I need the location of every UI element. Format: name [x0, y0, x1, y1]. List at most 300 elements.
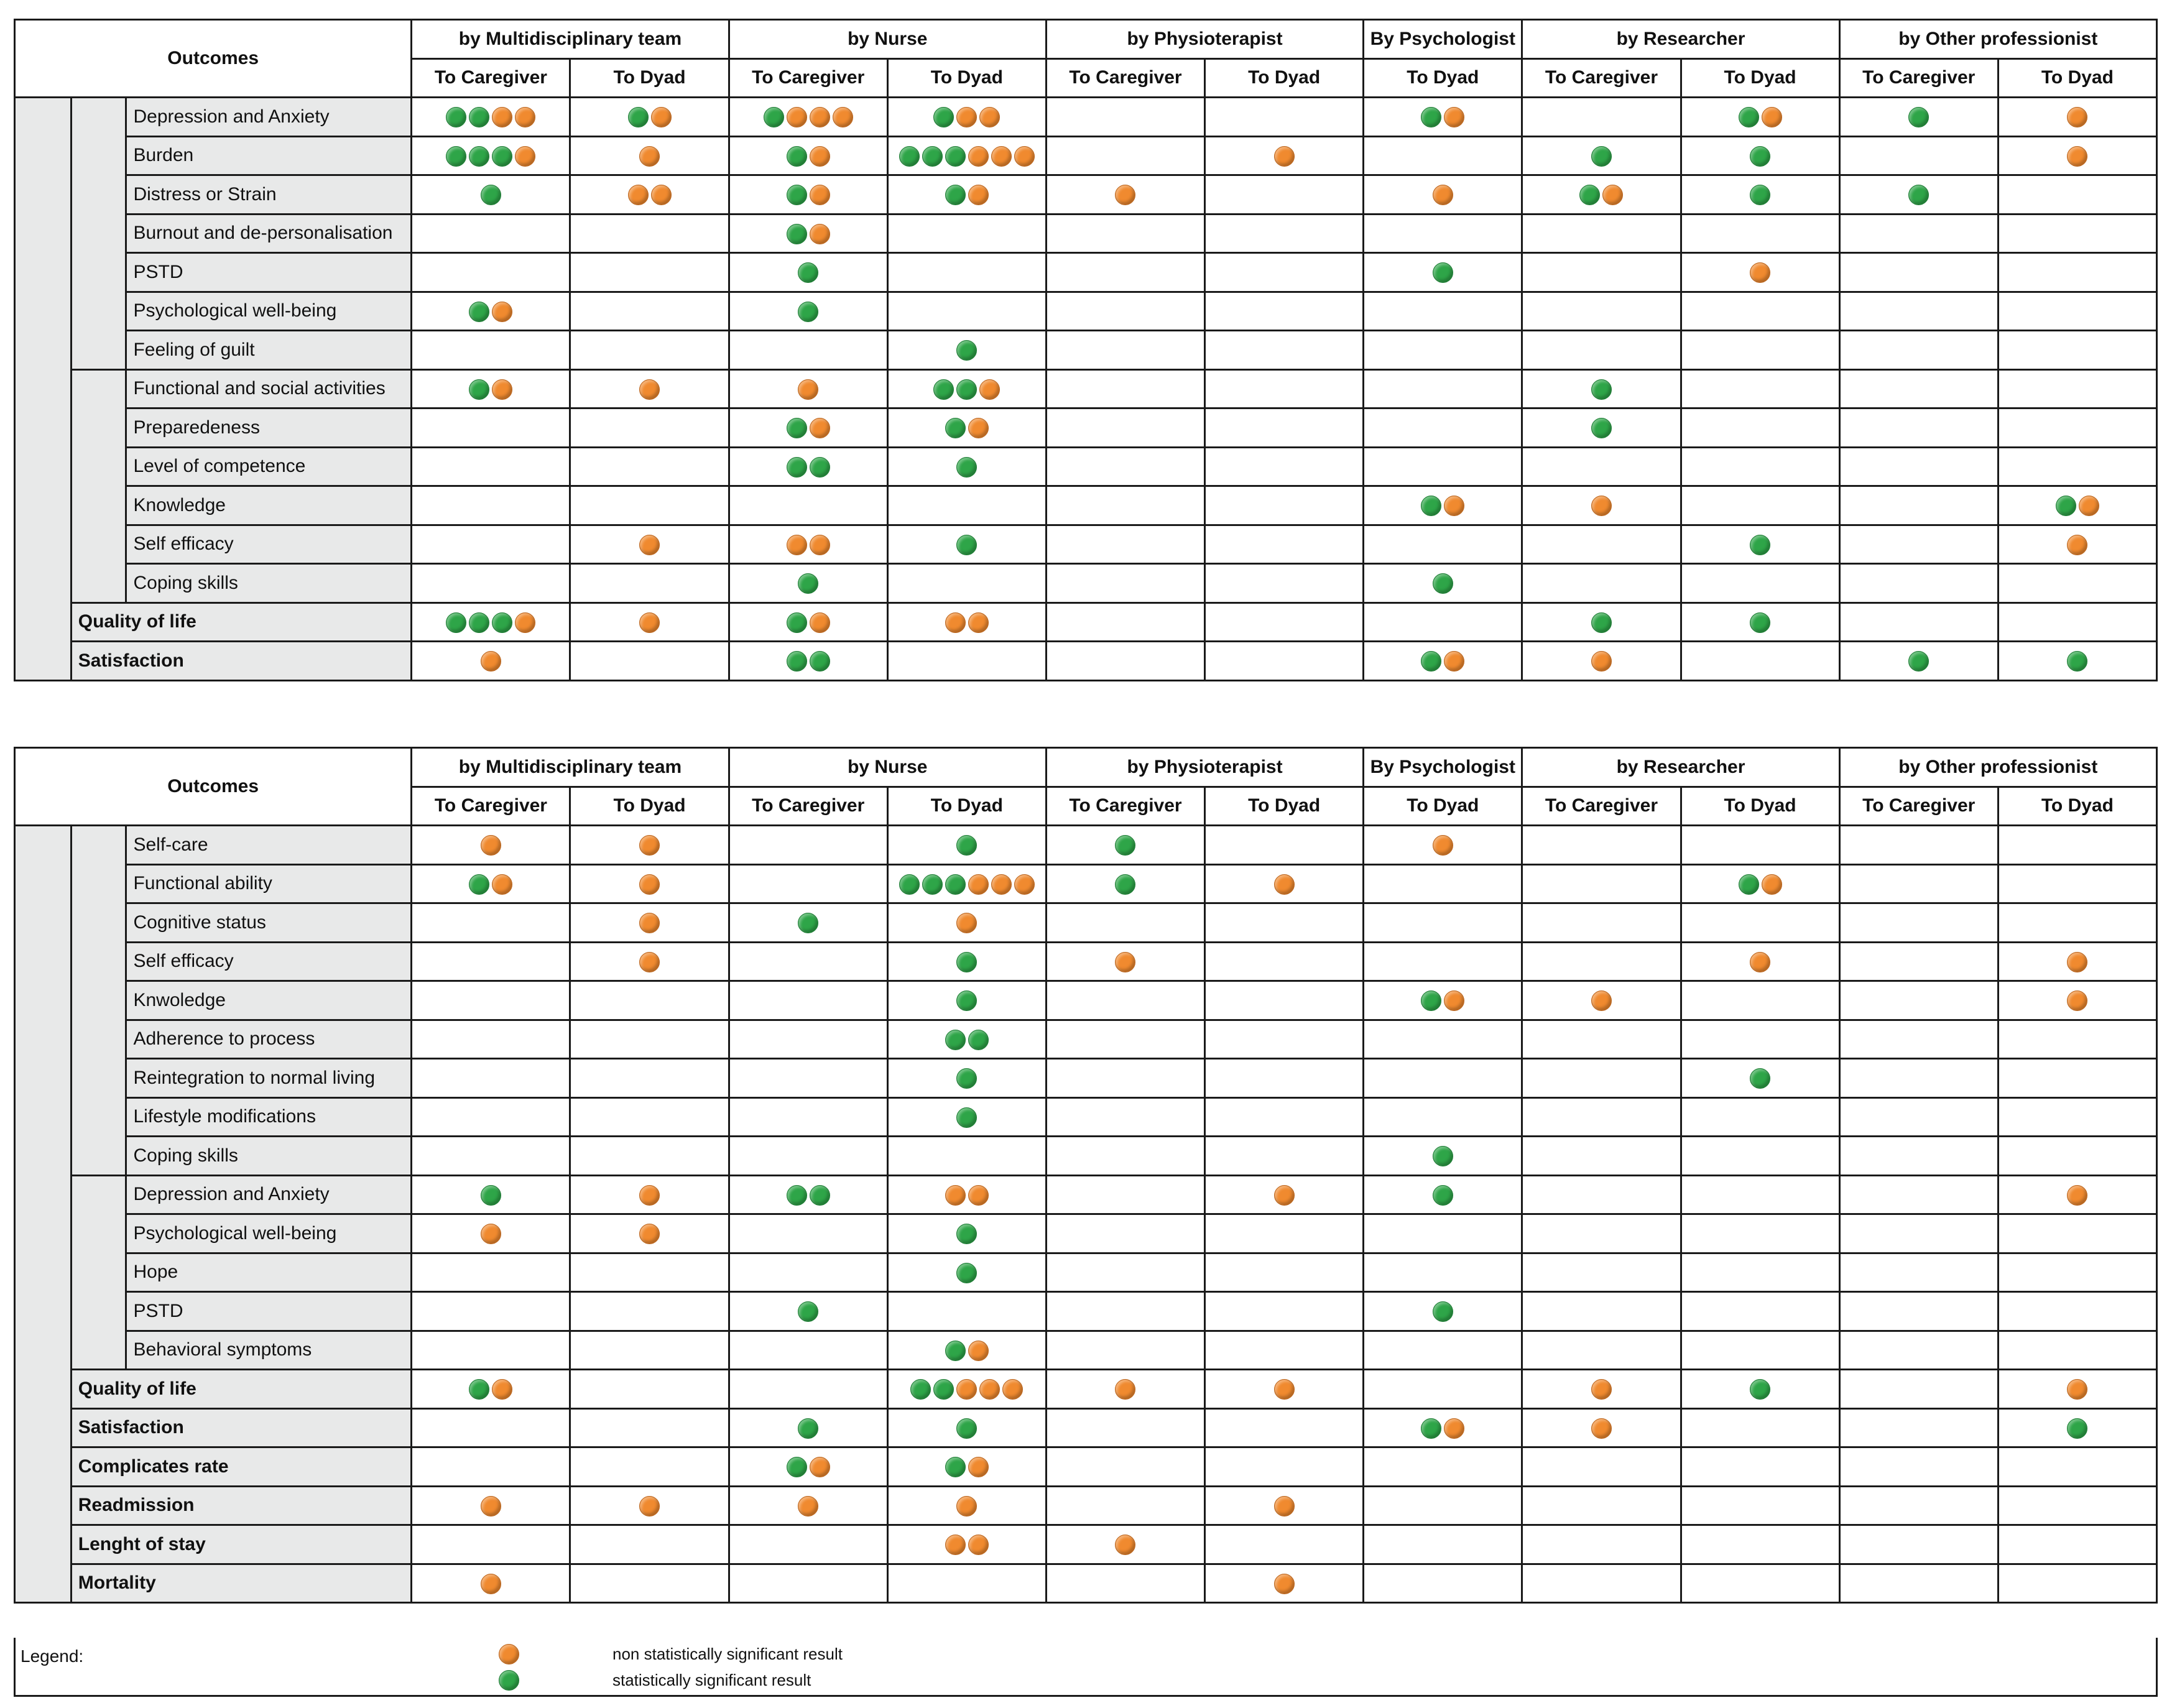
- non-significant-result-dot-icon: [810, 107, 830, 127]
- significant-result-dot-icon: [469, 302, 489, 322]
- result-cell: [1046, 1486, 1204, 1525]
- result-cell: [1839, 369, 1998, 409]
- non-significant-result-dot-icon: [968, 1341, 989, 1361]
- non-significant-result-dot-icon: [515, 612, 535, 633]
- result-cell: [1839, 981, 1998, 1020]
- non-significant-result-dot-icon: [1433, 835, 1453, 856]
- significant-result-dot-icon: [956, 835, 977, 856]
- result-cell: [887, 214, 1046, 253]
- result-cell: [887, 826, 1046, 865]
- result-cell: [1839, 864, 1998, 903]
- result-cell: [570, 1214, 729, 1253]
- result-cell: [887, 1486, 1046, 1525]
- result-cell: [1998, 486, 2156, 525]
- significant-result-dot-icon: [933, 379, 954, 400]
- result-cell: [1364, 1331, 1522, 1370]
- result-cell: [1364, 642, 1522, 681]
- result-cell: [412, 1214, 570, 1253]
- result-cell: [412, 292, 570, 331]
- outcome-label: Burden: [126, 136, 412, 175]
- result-cell: [1681, 292, 1839, 331]
- non-significant-result-dot-icon: [1762, 874, 1782, 895]
- result-cell: [887, 942, 1046, 981]
- outcome-label: Quality of life: [71, 602, 412, 642]
- result-cell: [729, 1137, 887, 1176]
- recipient-header: To Caregiver: [1839, 787, 1998, 826]
- outcome-label: Preparedeness: [126, 409, 412, 448]
- legend-item-non-significant: [497, 1644, 843, 1664]
- non-significant-result-dot-icon: [810, 612, 830, 633]
- result-cell: [1205, 525, 1364, 564]
- result-cell: [1839, 1214, 1998, 1253]
- result-cell: [1998, 1408, 2156, 1447]
- table-row: [15, 826, 2157, 865]
- result-cell: [570, 1331, 729, 1370]
- result-cell: [1522, 1175, 1681, 1214]
- result-cell: [570, 826, 729, 865]
- non-significant-result-dot-icon: [798, 1496, 818, 1516]
- table-row: [15, 214, 2157, 253]
- header-row-groups: [15, 748, 2157, 787]
- result-cell: [1522, 409, 1681, 448]
- non-significant-result-dot-icon: [979, 107, 1000, 127]
- result-cell: [412, 1525, 570, 1564]
- table-row: [15, 1486, 2157, 1525]
- table-row: [15, 1097, 2157, 1137]
- table-row: [15, 136, 2157, 175]
- non-significant-result-dot-icon: [810, 535, 830, 555]
- result-cell: [1205, 331, 1364, 370]
- result-cell: [570, 447, 729, 486]
- result-cell: [1839, 447, 1998, 486]
- significant-result-dot-icon: [492, 146, 512, 167]
- non-significant-result-dot-icon: [956, 1379, 977, 1400]
- result-cell: [1839, 602, 1998, 642]
- significant-result-dot-icon: [787, 418, 807, 438]
- result-cell: [1998, 1564, 2156, 1603]
- significant-result-dot-icon: [945, 418, 966, 438]
- result-cell: [1046, 864, 1204, 903]
- group-header: by Multidisciplinary team: [412, 20, 729, 59]
- result-cell: [729, 1370, 887, 1409]
- non-significant-result-dot-icon: [945, 1185, 966, 1206]
- non-significant-result-dot-icon: [492, 1379, 512, 1400]
- result-cell: [729, 136, 887, 175]
- significant-result-dot-icon: [899, 874, 920, 895]
- non-significant-result-dot-icon: [1115, 1535, 1135, 1555]
- result-cell: [887, 486, 1046, 525]
- result-cell: [412, 1447, 570, 1487]
- result-cell: [1046, 98, 1204, 137]
- result-cell: [1046, 136, 1204, 175]
- result-cell: [1998, 1059, 2156, 1098]
- table-row: [15, 1253, 2157, 1292]
- non-significant-result-dot-icon: [1274, 1379, 1295, 1400]
- non-significant-result-dot-icon: [639, 535, 660, 555]
- non-significant-result-dot-icon: [2067, 1185, 2087, 1206]
- table-row: [15, 981, 2157, 1020]
- result-cell: [1839, 1564, 1998, 1603]
- non-significant-result-dot-icon: [945, 1535, 966, 1555]
- result-cell: [887, 1292, 1046, 1331]
- non-significant-result-dot-icon: [1602, 185, 1623, 205]
- significant-result-dot-icon: [798, 1301, 818, 1322]
- non-significant-result-dot-icon: [945, 612, 966, 633]
- outcome-label: Knowledge: [126, 486, 412, 525]
- outcome-label: Coping skills: [126, 564, 412, 603]
- non-significant-result-dot-icon: [833, 107, 853, 127]
- result-cell: [1364, 942, 1522, 981]
- non-significant-result-dot-icon: [628, 185, 649, 205]
- result-cell: [570, 1525, 729, 1564]
- non-significant-result-dot-icon: [481, 651, 501, 672]
- significant-result-dot-icon: [798, 573, 818, 594]
- significant-result-dot-icon: [922, 874, 943, 895]
- result-cell: [570, 1447, 729, 1487]
- significant-result-dot-icon: [446, 146, 466, 167]
- recipient-header: To Dyad: [887, 787, 1046, 826]
- result-cell: [887, 1253, 1046, 1292]
- significant-result-dot-icon: [956, 340, 977, 361]
- result-cell: [1522, 1292, 1681, 1331]
- result-cell: [1205, 253, 1364, 292]
- result-cell: [729, 826, 887, 865]
- result-cell: [1522, 1020, 1681, 1059]
- recipient-header: To Dyad: [1998, 58, 2156, 98]
- significant-result-dot-icon: [1908, 651, 1929, 672]
- result-cell: [1681, 136, 1839, 175]
- table-row: [15, 1214, 2157, 1253]
- result-cell: [887, 1331, 1046, 1370]
- result-cell: [1998, 98, 2156, 137]
- recipient-header: To Caregiver: [1522, 58, 1681, 98]
- result-cell: [887, 175, 1046, 215]
- result-cell: [1998, 409, 2156, 448]
- non-significant-result-dot-icon: [1014, 874, 1035, 895]
- result-cell: [1046, 1137, 1204, 1176]
- outcome-label: Satisfaction: [71, 1408, 412, 1447]
- result-cell: [1998, 1175, 2156, 1214]
- result-cell: [729, 369, 887, 409]
- result-cell: [1681, 826, 1839, 865]
- result-cell: [1839, 1175, 1998, 1214]
- result-cell: [887, 1525, 1046, 1564]
- recipient-header: To Caregiver: [1522, 787, 1681, 826]
- legend-label: statistically significant result: [612, 1671, 811, 1689]
- result-cell: [1681, 1331, 1839, 1370]
- result-cell: [1522, 369, 1681, 409]
- significant-result-dot-icon: [787, 1185, 807, 1206]
- result-cell: [1046, 175, 1204, 215]
- result-cell: [412, 98, 570, 137]
- significant-result-dot-icon: [628, 107, 649, 127]
- result-cell: [1998, 331, 2156, 370]
- non-significant-result-dot-icon: [639, 952, 660, 972]
- non-significant-result-dot-icon: [1274, 1574, 1295, 1594]
- result-cell: [412, 642, 570, 681]
- significant-result-dot-icon: [956, 1107, 977, 1128]
- non-significant-result-dot-icon: [1444, 651, 1464, 672]
- significant-result-dot-icon: [945, 185, 966, 205]
- result-cell: [1205, 292, 1364, 331]
- result-cell: [1364, 447, 1522, 486]
- result-cell: [570, 1137, 729, 1176]
- result-cell: [1998, 981, 2156, 1020]
- table-row: [15, 1447, 2157, 1487]
- result-cell: [1681, 981, 1839, 1020]
- result-cell: [1364, 1408, 1522, 1447]
- result-cell: [412, 1020, 570, 1059]
- result-cell: [412, 1408, 570, 1447]
- significant-result-dot-icon: [469, 146, 489, 167]
- result-cell: [1364, 981, 1522, 1020]
- result-cell: [887, 981, 1046, 1020]
- non-significant-result-dot-icon: [1762, 107, 1782, 127]
- result-cell: [570, 369, 729, 409]
- non-significant-result-dot-icon: [639, 913, 660, 933]
- significant-result-dot-icon: [945, 146, 966, 167]
- result-cell: [1522, 903, 1681, 943]
- result-cell: [1364, 331, 1522, 370]
- significant-result-dot-icon: [787, 612, 807, 633]
- result-cell: [1839, 1370, 1998, 1409]
- non-significant-result-dot-icon: [2067, 146, 2087, 167]
- caregivers-outcomes-table: [14, 19, 2158, 681]
- recipient-header: To Caregiver: [729, 58, 887, 98]
- result-cell: [1839, 942, 1998, 981]
- result-cell: [1205, 1175, 1364, 1214]
- significant-result-dot-icon: [945, 1457, 966, 1477]
- significant-result-dot-icon: [787, 185, 807, 205]
- result-cell: [1522, 486, 1681, 525]
- result-cell: [729, 1292, 887, 1331]
- significant-result-dot-icon: [446, 612, 466, 633]
- table-row: [15, 98, 2157, 137]
- result-cell: [412, 1486, 570, 1525]
- table-row: [15, 369, 2157, 409]
- significant-result-dot-icon: [1750, 535, 1770, 555]
- significant-result-dot-icon: [469, 379, 489, 400]
- result-cell: [570, 214, 729, 253]
- result-cell: [1046, 409, 1204, 448]
- significant-result-dot-icon: [2056, 496, 2076, 516]
- significant-result-dot-icon: [933, 107, 954, 127]
- result-cell: [1522, 602, 1681, 642]
- result-cell: [887, 1214, 1046, 1253]
- significant-result-dot-icon: [945, 1341, 966, 1361]
- result-cell: [1046, 525, 1204, 564]
- result-cell: [1205, 447, 1364, 486]
- result-cell: [1522, 1097, 1681, 1137]
- non-significant-result-dot-icon: [1750, 262, 1770, 283]
- non-significant-result-dot-icon: [1115, 1379, 1135, 1400]
- result-cell: [1522, 1370, 1681, 1409]
- significant-result-dot-icon: [1433, 1146, 1453, 1166]
- result-cell: [887, 1408, 1046, 1447]
- result-cell: [570, 1175, 729, 1214]
- result-cell: [1522, 1059, 1681, 1098]
- significant-result-dot-icon: [945, 874, 966, 895]
- significant-result-dot-icon: [956, 1263, 977, 1283]
- result-cell: [1522, 253, 1681, 292]
- result-cell: [1205, 1292, 1364, 1331]
- result-cell: [1839, 214, 1998, 253]
- outcome-label: Lifestyle modifications: [126, 1097, 412, 1137]
- table-row: [15, 1525, 2157, 1564]
- recipient-header: To Dyad: [1205, 58, 1364, 98]
- table-row: [15, 253, 2157, 292]
- significant-result-dot-icon: [956, 990, 977, 1011]
- result-cell: [412, 331, 570, 370]
- table-row: [15, 409, 2157, 448]
- result-cell: [1839, 642, 1998, 681]
- table-row: [15, 1564, 2157, 1603]
- result-cell: [1839, 1292, 1998, 1331]
- result-cell: [570, 175, 729, 215]
- result-cell: [887, 642, 1046, 681]
- table-row: [15, 602, 2157, 642]
- non-significant-result-dot-icon: [810, 418, 830, 438]
- result-cell: [1364, 903, 1522, 943]
- significant-result-dot-icon: [469, 107, 489, 127]
- significant-result-dot-icon: [899, 146, 920, 167]
- result-cell: [1998, 214, 2156, 253]
- legend: [14, 1638, 2158, 1697]
- result-cell: [1522, 1447, 1681, 1487]
- outcome-label: PSTD: [126, 1292, 412, 1331]
- result-cell: [1998, 447, 2156, 486]
- outcome-label: Lenght of stay: [71, 1525, 412, 1564]
- non-significant-result-dot-icon: [956, 107, 977, 127]
- result-cell: [1046, 1525, 1204, 1564]
- group-header: by Multidisciplinary team: [412, 748, 729, 787]
- result-cell: [1681, 942, 1839, 981]
- result-cell: [412, 826, 570, 865]
- result-cell: [412, 1137, 570, 1176]
- result-cell: [1522, 826, 1681, 865]
- result-cell: [570, 864, 729, 903]
- table-row: [15, 1408, 2157, 1447]
- recipient-header: To Caregiver: [1046, 787, 1204, 826]
- result-cell: [1998, 1525, 2156, 1564]
- significant-result-dot-icon: [1591, 418, 1612, 438]
- result-cell: [1998, 903, 2156, 943]
- result-cell: [1681, 1447, 1839, 1487]
- result-cell: [1839, 1137, 1998, 1176]
- result-cell: [570, 602, 729, 642]
- recipient-header: To Dyad: [570, 787, 729, 826]
- significant-result-dot-icon: [945, 1030, 966, 1050]
- significant-result-dot-icon: [1750, 185, 1770, 205]
- result-cell: [1522, 447, 1681, 486]
- result-cell: [1839, 486, 1998, 525]
- result-cell: [1364, 1447, 1522, 1487]
- non-significant-result-dot-icon: [639, 379, 660, 400]
- result-cell: [412, 525, 570, 564]
- table-row: [15, 1175, 2157, 1214]
- table-row: [15, 1370, 2157, 1409]
- result-cell: [1046, 486, 1204, 525]
- non-significant-result-dot-icon: [787, 107, 807, 127]
- result-cell: [570, 1059, 729, 1098]
- significant-result-dot-icon: [1579, 185, 1600, 205]
- result-cell: [887, 447, 1046, 486]
- result-cell: [1998, 1486, 2156, 1525]
- non-significant-result-dot-icon: [1115, 952, 1135, 972]
- result-cell: [729, 1408, 887, 1447]
- non-significant-result-dot-icon: [1014, 146, 1035, 167]
- result-cell: [570, 1020, 729, 1059]
- result-cell: [1839, 1525, 1998, 1564]
- outcome-label: Self efficacy: [126, 942, 412, 981]
- result-cell: [1205, 409, 1364, 448]
- result-cell: [1839, 1020, 1998, 1059]
- non-significant-result-dot-icon: [1444, 1418, 1464, 1439]
- result-cell: [1046, 826, 1204, 865]
- result-cell: [1046, 564, 1204, 603]
- result-cell: [1046, 1447, 1204, 1487]
- result-cell: [1681, 1370, 1839, 1409]
- non-significant-result-dot-icon: [1444, 107, 1464, 127]
- significant-result-dot-icon: [2067, 651, 2087, 672]
- result-cell: [1839, 564, 1998, 603]
- significant-result-dot-icon: [1750, 1379, 1770, 1400]
- significant-result-dot-icon: [481, 1185, 501, 1206]
- result-cell: [1522, 981, 1681, 1020]
- table-row: [15, 903, 2157, 943]
- result-cell: [729, 175, 887, 215]
- table-row: [15, 642, 2157, 681]
- result-cell: [887, 1564, 1046, 1603]
- non-significant-result-dot-icon: [979, 379, 1000, 400]
- recipient-header: To Dyad: [1364, 787, 1522, 826]
- result-cell: [1998, 826, 2156, 865]
- significant-result-dot-icon: [1591, 379, 1612, 400]
- result-cell: [570, 98, 729, 137]
- significant-result-dot-icon: [956, 535, 977, 555]
- result-cell: [887, 1137, 1046, 1176]
- outcome-label: Behavioral symptoms: [126, 1331, 412, 1370]
- significant-result-dot-icon: [787, 146, 807, 167]
- result-cell: [1998, 1292, 2156, 1331]
- result-cell: [1364, 292, 1522, 331]
- non-significant-result-dot-icon: [968, 185, 989, 205]
- domain-label: [15, 826, 72, 1603]
- non-significant-result-dot-icon: [515, 146, 535, 167]
- result-cell: [1364, 1097, 1522, 1137]
- table-row: [15, 1059, 2157, 1098]
- result-cell: [570, 1097, 729, 1137]
- result-cell: [729, 1331, 887, 1370]
- result-cell: [570, 564, 729, 603]
- non-significant-result-dot-icon: [492, 379, 512, 400]
- result-cell: [1364, 253, 1522, 292]
- significant-result-dot-icon: [1421, 651, 1441, 672]
- outcome-label: Quality of life: [71, 1370, 412, 1409]
- result-cell: [887, 292, 1046, 331]
- legend-label: non statistically significant result: [612, 1645, 843, 1663]
- result-cell: [1364, 564, 1522, 603]
- recipient-header: To Caregiver: [412, 58, 570, 98]
- result-cell: [412, 409, 570, 448]
- result-cell: [1364, 1020, 1522, 1059]
- outcome-label: Self efficacy: [126, 525, 412, 564]
- result-cell: [1681, 1292, 1839, 1331]
- significant-result-dot-icon: [956, 1068, 977, 1089]
- recipient-header: To Dyad: [1364, 58, 1522, 98]
- result-cell: [1046, 1370, 1204, 1409]
- result-cell: [1522, 1564, 1681, 1603]
